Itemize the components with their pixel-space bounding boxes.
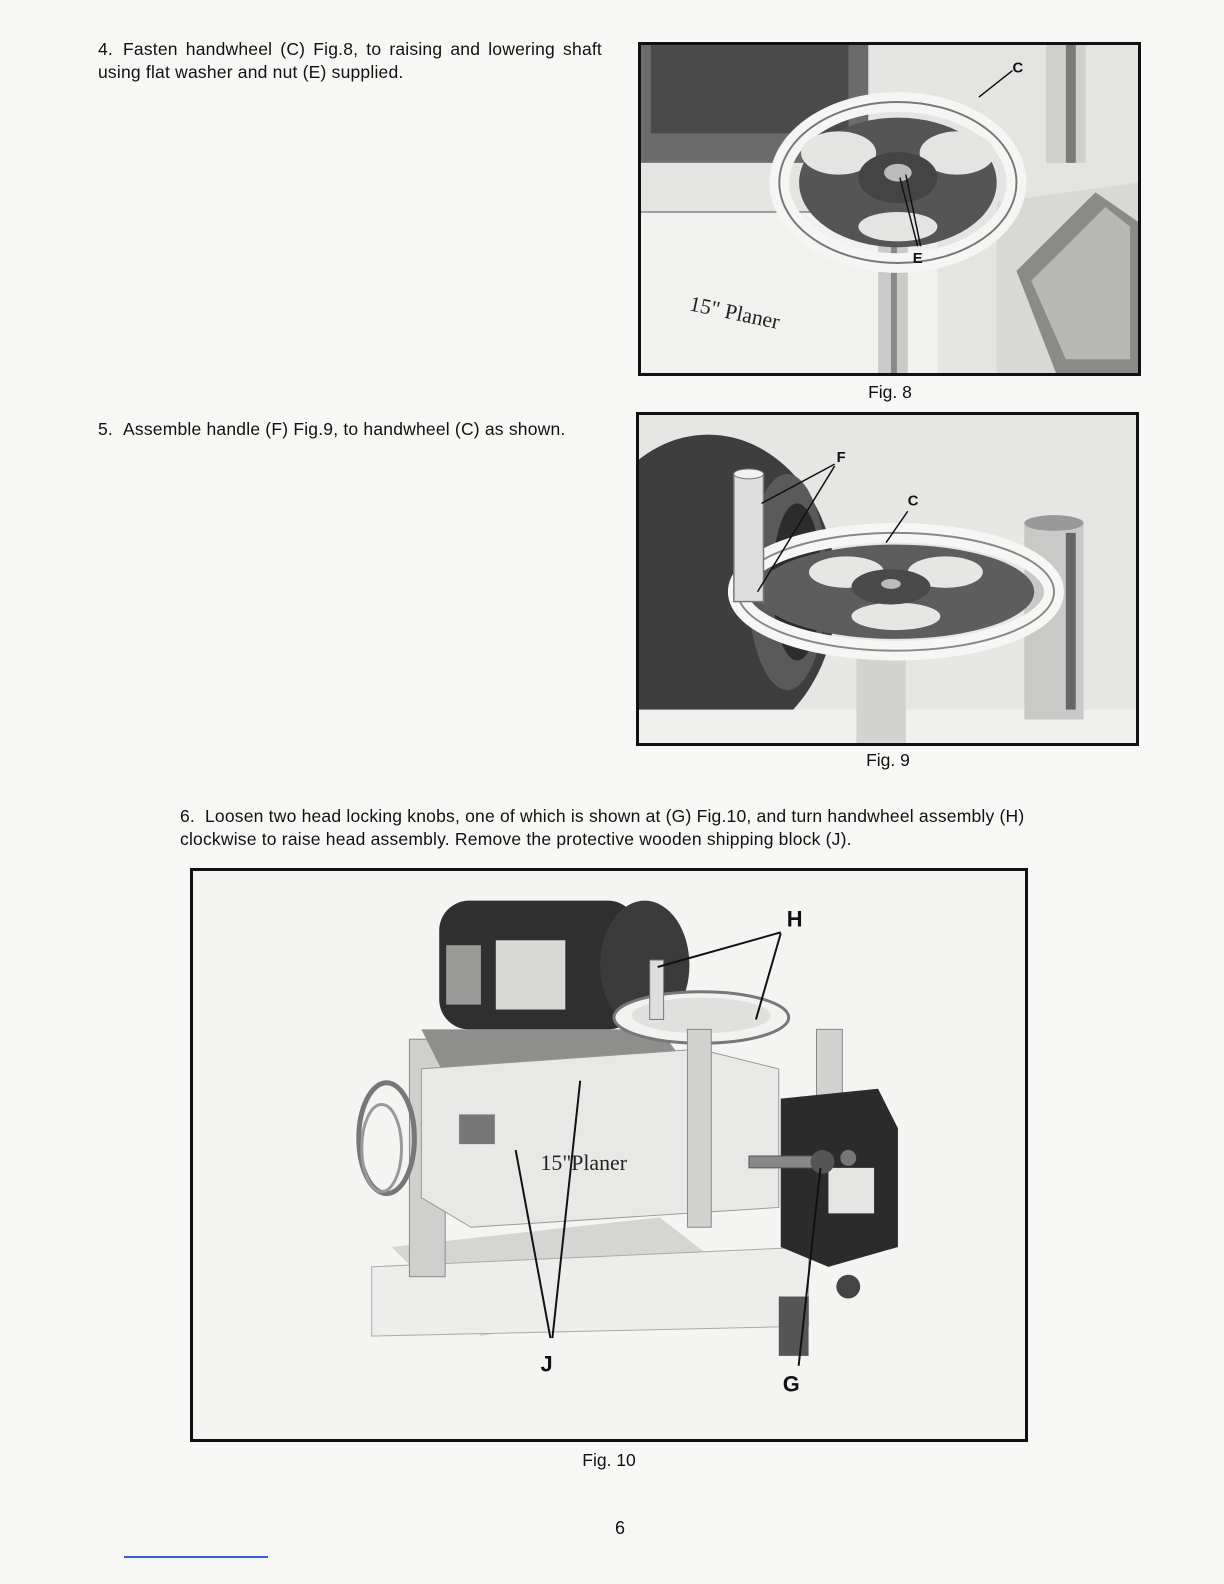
footer-underline xyxy=(124,1556,268,1558)
fig8-callout-e: E xyxy=(912,251,923,267)
fig9-callout-c: C xyxy=(907,493,919,510)
fig8-planer-label: 15" Planer xyxy=(687,291,782,334)
step-5-number: 5. xyxy=(98,419,113,439)
step-6-number: 6. xyxy=(180,806,195,826)
figure-10-caption: Fig. 10 xyxy=(582,1450,636,1470)
page-number: 6 xyxy=(614,1518,625,1538)
step-5 xyxy=(98,418,602,441)
fig9-callout-f: F xyxy=(836,450,846,467)
step-6 xyxy=(180,805,1046,851)
fig10-callout-j: J xyxy=(540,1351,553,1377)
figure-8-caption: Fig. 8 xyxy=(868,382,912,402)
fig10-planer-label: 15"Planer xyxy=(540,1150,628,1175)
step-4-text: Fasten handwheel (C) Fig.8, to raising and lowering shaft using flat washer and nut (E) supplied. xyxy=(98,39,602,82)
step-5-text: Assemble handle (F) Fig.9, to handwheel (C) as shown. xyxy=(123,419,566,439)
step-6-text: Loosen two head locking knobs, one of which is shown at (G) Fig.10, and turn handwheel assembly (H) clockwise to raise head assembly. Remove the protective wooden shipping block (J). xyxy=(180,806,1025,849)
figure-9-photo xyxy=(636,412,1139,746)
figure-8-photo xyxy=(638,42,1141,376)
fig10-callout-g: G xyxy=(782,1371,800,1397)
fig10-callout-h: H xyxy=(786,906,803,932)
figure-10-photo xyxy=(190,868,1028,1442)
step-4 xyxy=(98,38,602,84)
figure-9-caption: Fig. 9 xyxy=(866,750,910,770)
step-4-number: 4. xyxy=(98,39,113,59)
fig8-callout-c: C xyxy=(1012,60,1024,77)
